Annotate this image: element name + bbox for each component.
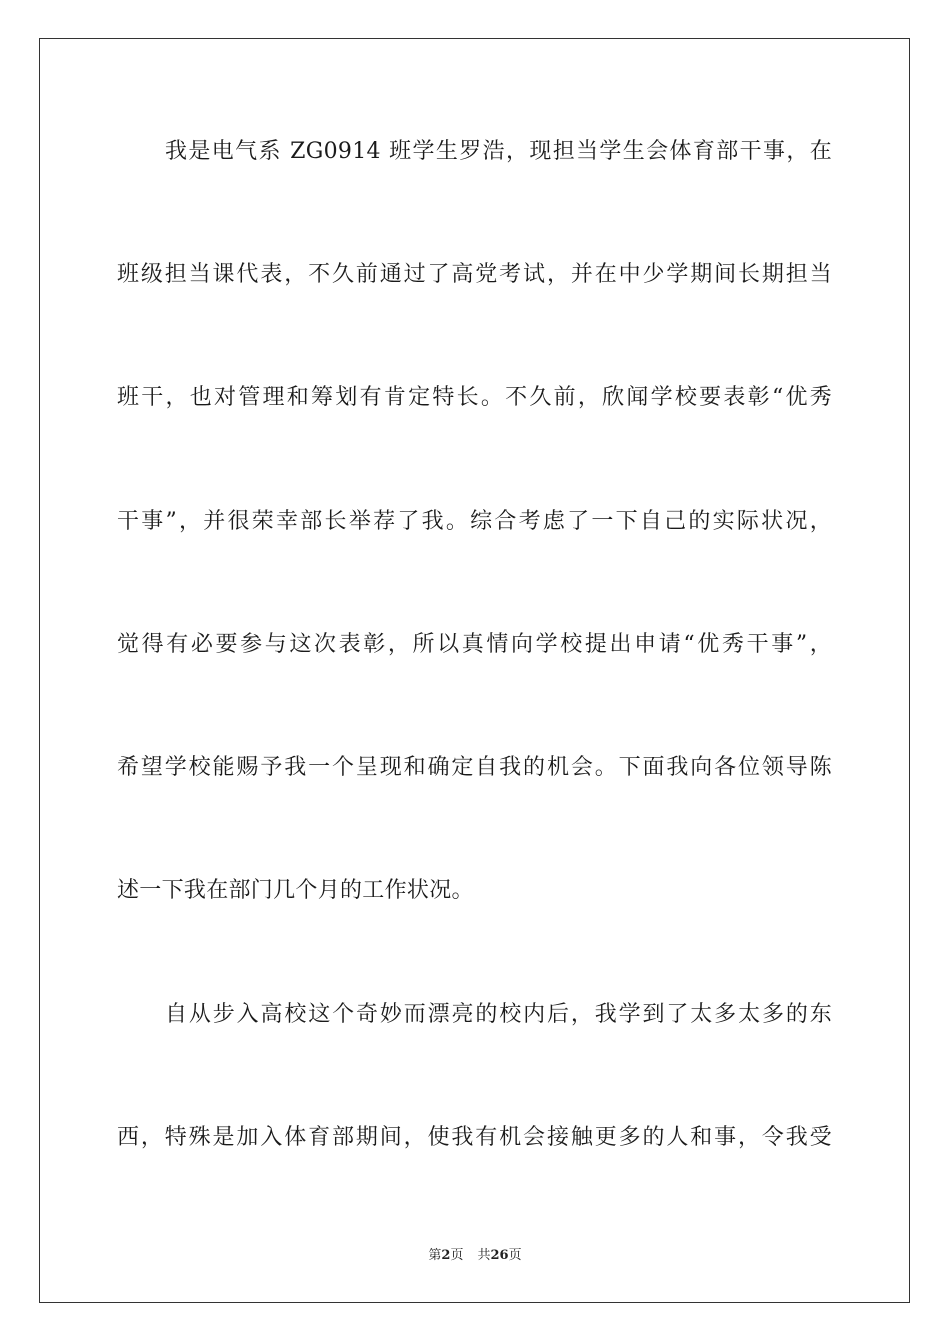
paragraph-1-line-3: 班干，也对管理和筹划有肯定特长。不久前，欣闻学校要表彰“优秀 <box>117 385 832 410</box>
paragraph-1-line-2: 班级担当课代表，不久前通过了高党考试，并在中少学期间长期担当 <box>117 262 832 287</box>
footer-page-number: 2 <box>441 1248 451 1263</box>
paragraph-2-line-2: 西，特殊是加入体育部期间，使我有机会接触更多的人和事，令我受 <box>117 1125 832 1150</box>
footer-page-suffix: 页 <box>450 1248 464 1263</box>
page-footer <box>0 1247 950 1265</box>
footer-total-prefix: 共 <box>477 1248 491 1263</box>
paragraph-1-line-4: 干事”，并很荣幸部长举荐了我。综合考虑了一下自己的实际状况， <box>117 509 832 534</box>
paragraph-1-line-6: 希望学校能赐予我一个呈现和确定自我的机会。下面我向各位领导陈 <box>117 755 832 780</box>
paragraph-1-line-7: 述一下我在部门几个月的工作状况。 <box>117 878 474 903</box>
paragraph-1-line-1: 我是电气系 ZG0914 班学生罗浩，现担当学生会体育部干事，在 <box>165 139 832 164</box>
paragraph-1-line-5: 觉得有必要参与这次表彰，所以真情向学校提出申请“优秀干事”， <box>117 632 832 657</box>
footer-total-suffix: 页 <box>508 1248 522 1263</box>
footer-page-prefix: 第 <box>428 1248 442 1263</box>
paragraph-2-line-1: 自从步入高校这个奇妙而漂亮的校内后，我学到了太多太多的东 <box>165 1002 832 1027</box>
page-border <box>39 38 910 1303</box>
footer-total-pages: 26 <box>490 1248 509 1263</box>
